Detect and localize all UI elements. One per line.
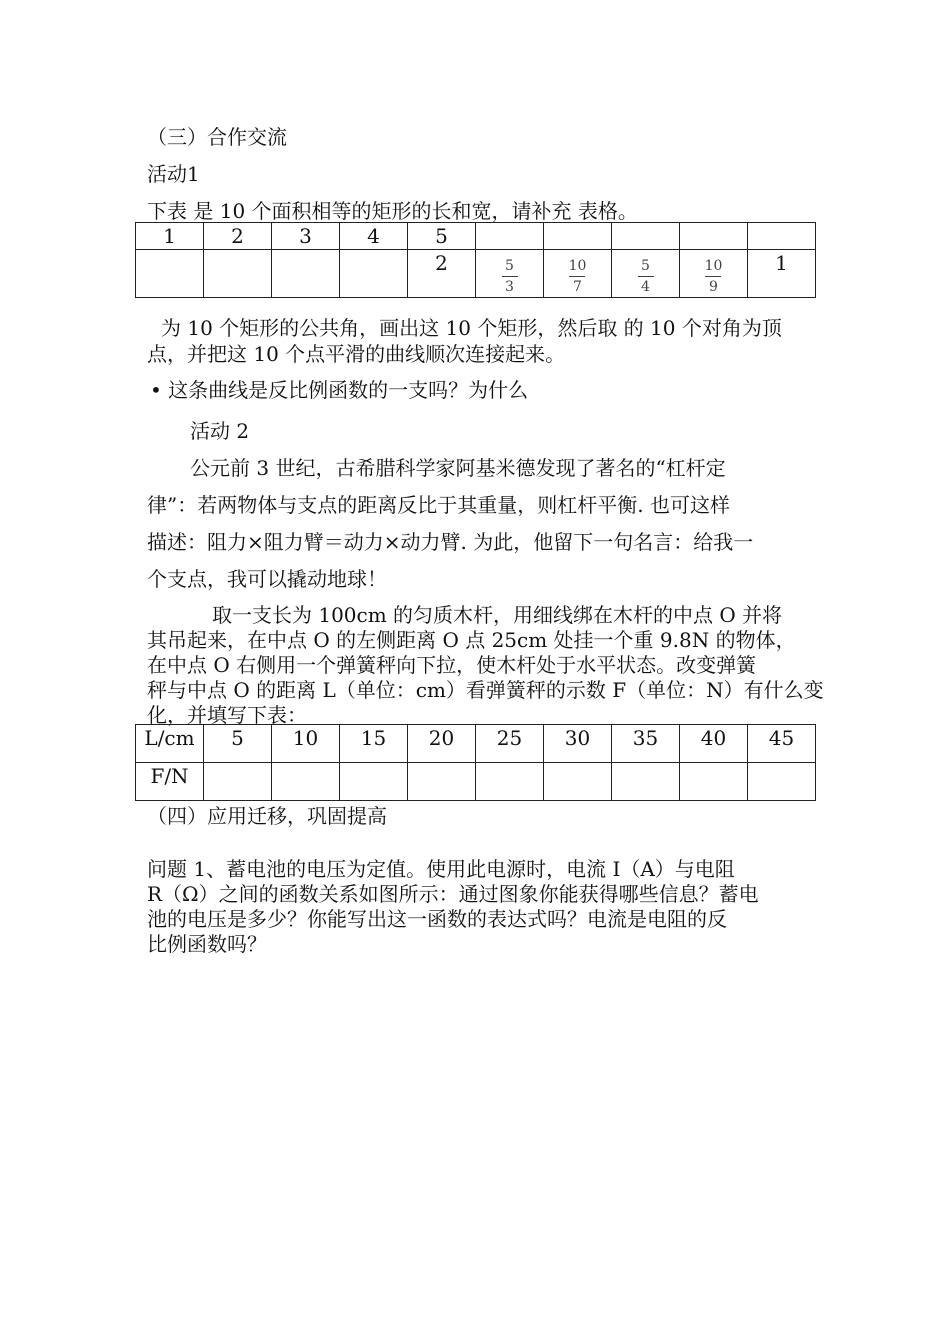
table-cell <box>408 763 476 801</box>
fraction-bar <box>502 276 518 277</box>
table-cell <box>680 763 748 801</box>
activity2-paragraph-line: 取一支长为 100cm 的匀质木杆，用细线绑在木杆的中点 O 并将 <box>212 603 783 627</box>
fraction-bar <box>569 276 585 277</box>
table-cell: 5 <box>408 223 476 250</box>
table-cell: 25 <box>476 725 544 763</box>
fraction <box>502 258 518 295</box>
table-cell <box>272 763 340 801</box>
fraction-numerator: 5 <box>641 258 650 274</box>
problem1-line: R（Ω）之间的函数关系如图所示：通过图象你能获得哪些信息？蓄电 <box>147 882 759 906</box>
fraction-denominator: 7 <box>573 279 582 295</box>
section4-heading: （四）应用迁移，巩固提高 <box>147 804 387 828</box>
table-cell <box>476 763 544 801</box>
fraction-numerator: 5 <box>505 258 514 274</box>
table-cell <box>204 763 272 801</box>
table-cell: 15 <box>340 725 408 763</box>
table-cell <box>476 223 544 250</box>
table-cell: 1 <box>748 250 816 298</box>
problem1-line: 池的电压是多少？你能写出这一函数的表达式吗？电流是电阻的反 <box>147 907 727 931</box>
fraction <box>638 258 654 295</box>
problem1-line: 比例函数吗？ <box>147 932 267 956</box>
table-cell <box>340 250 408 298</box>
table-cell <box>272 250 340 298</box>
table-cell: 2 <box>408 250 476 298</box>
table-row <box>136 250 816 298</box>
table-cell: F/N <box>136 763 204 801</box>
activity2-paragraph-line: 秤与中点 O 的距离 L（单位：cm）看弹簧秤的示数 F（单位：N）有什么变 <box>147 678 824 702</box>
table-cell <box>476 250 544 298</box>
fraction-denominator: 9 <box>709 279 718 295</box>
table-cell <box>748 763 816 801</box>
fraction-bar <box>705 276 721 277</box>
table-cell: 20 <box>408 725 476 763</box>
fraction <box>569 258 587 295</box>
activity1-paragraph-line: 点，并把这 10 个点平滑的曲线顺次连接起来。 <box>147 342 566 366</box>
table-cell: 35 <box>612 725 680 763</box>
table-cell: 5 <box>204 725 272 763</box>
table-cell: 10 <box>272 725 340 763</box>
table-row <box>136 223 816 250</box>
fraction-numerator: 10 <box>568 258 587 274</box>
fraction <box>705 258 723 295</box>
table-row <box>136 725 816 763</box>
table-cell <box>136 250 204 298</box>
activity2-paragraph-line: 在中点 O 右侧用一个弹簧秤向下拉，使木杆处于水平状态。改变弹簧 <box>147 653 757 677</box>
table-row <box>136 763 816 801</box>
section3-heading: （三）合作交流 <box>147 125 287 149</box>
activity2-paragraph-line: 化，并填写下表： <box>147 703 307 727</box>
activity1-heading: 活动1 <box>147 162 200 186</box>
activity2-paragraph-line: 公元前 3 世纪，古希腊科学家阿基米德发现了著名的“杠杆定 <box>190 456 726 480</box>
activity2-paragraph-line: 个支点，我可以撬动地球！ <box>147 567 387 591</box>
table-cell: 40 <box>680 725 748 763</box>
table-cell <box>748 223 816 250</box>
table-cell <box>612 223 680 250</box>
activity2-paragraph-line: 律”：若两物体与支点的距离反比于其重量，则杠杆平衡. 也可这样 <box>147 493 730 517</box>
fraction-denominator: 3 <box>505 279 514 295</box>
table-cell <box>340 763 408 801</box>
fraction-bar <box>638 276 654 277</box>
table-cell: 45 <box>748 725 816 763</box>
activity2-paragraph-line: 描述：阻力×阻力臂＝动力×动力臂. 为此，他留下一句名言：给我一 <box>147 530 754 554</box>
table-cell <box>612 763 680 801</box>
fraction-denominator: 4 <box>641 279 650 295</box>
table-cell <box>544 223 612 250</box>
activity1-paragraph-line: 为 10 个矩形的公共角，画出这 10 个矩形，然后取 的 10 个对角为顶 <box>161 316 782 340</box>
problem1-line: 问题 1、蓄电池的电压为定值。使用此电源时，电流 I（A）与电阻 <box>147 857 735 881</box>
table-cell <box>544 250 612 298</box>
table-cell: L/cm <box>136 725 204 763</box>
activity2-heading: 活动 2 <box>190 419 250 443</box>
activity2-paragraph-line: 其吊起来，在中点 O 的左侧距离 O 点 25cm 处挂一个重 9.8N 的物体， <box>147 628 796 652</box>
table-cell <box>204 250 272 298</box>
activity1-intro: 下表 是 10 个面积相等的矩形的长和宽，请补充 表格。 <box>147 199 638 223</box>
table-cell: 4 <box>340 223 408 250</box>
fraction-numerator: 10 <box>704 258 723 274</box>
table-cell <box>680 223 748 250</box>
bullet-question: • 这条曲线是反比例函数的一支吗？为什么 <box>150 378 529 402</box>
table-cell: 1 <box>136 223 204 250</box>
table-cell <box>544 763 612 801</box>
table-cell: 3 <box>272 223 340 250</box>
rectangle-dimensions-table <box>135 222 816 298</box>
table-cell: 2 <box>204 223 272 250</box>
table-cell <box>680 250 748 298</box>
lever-force-table <box>135 724 816 801</box>
table-cell <box>612 250 680 298</box>
table-cell: 30 <box>544 725 612 763</box>
